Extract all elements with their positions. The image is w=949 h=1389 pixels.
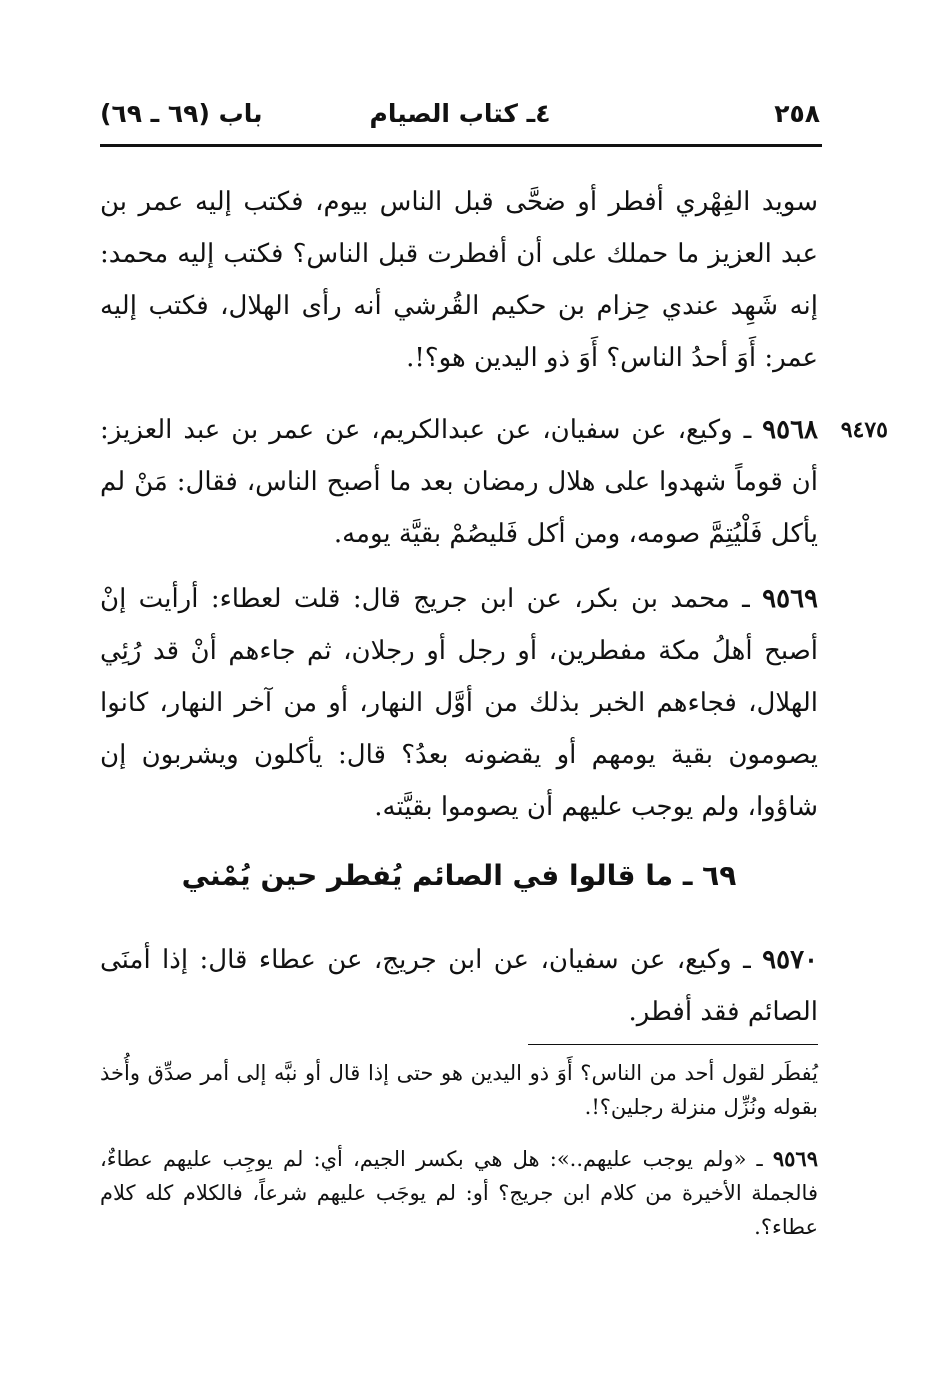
hadith-number: ٩٥٧٠: [762, 945, 818, 975]
footnote-continuation: يُفطَر لقول أحد من الناس؟ أَوَ ذو اليدين هو حتى إذا قال أو نبَّه إلى أمر صدِّق وأُخذ بقوله ونُزِّل منزلة رجلين؟!.: [100, 1061, 818, 1119]
hadith-number: ٩٥٦٨: [762, 415, 818, 445]
side-reference-number: ٩٤٧٥: [840, 417, 888, 443]
section-heading: ٦٩ ـ ما قالوا في الصائم يُفطر حين يُمْني: [181, 859, 737, 892]
footnote-9569: [100, 1142, 818, 1244]
running-header: [100, 92, 820, 136]
chapter-range: باب (٦٩ ـ ٦٩): [100, 99, 263, 128]
hadith-number: ٩٥٦٩: [762, 584, 818, 614]
page-number: ٢٥٨: [774, 99, 820, 128]
footnote-rule: [528, 1044, 818, 1045]
hadith-text: ـ محمد بن بكر، عن ابن جريج قال: قلت لعطاء: أرأيت إنْ أصبح أهلُ مكة مفطرين، أو رجل أو رجلان، ثم جاءهم أنْ قد رُئِي الهلال، فجاءهم الخبر بذلك من أوَّل النهار، أو من آخر النهار، كانوا يصومون بقية يومهم أو يقضونه بعدُ؟ قال: يأكلون ويشربون إن شاؤوا، ولم يوجب عليهم أن يصوموا بقيَّته.: [100, 584, 818, 822]
hadith-text: ـ وكيع، عن سفيان، عن ابن جريج، عن عطاء قال: إذا أمنَى الصائم فقد أفطر.: [100, 945, 818, 1027]
hadith-9568: [100, 404, 818, 560]
paragraph-continuation: [100, 176, 818, 384]
hadith-9569: [100, 573, 818, 833]
hadith-9570: [100, 934, 818, 1038]
book-title: ٤ـ كتاب الصيام: [369, 99, 551, 128]
footnotes: [100, 1056, 818, 1262]
paragraph-text: سويد الفِهْري أفطر أو ضحَّى قبل الناس بيوم، فكتب إليه عمر بن عبد العزيز ما حملك على أن أفطرت قبل الناس؟ فكتب إليه محمد: إنه شَهِد عندي حِزام بن حكيم القُرشي أنه رأى الهلال، فكتب إليه عمر: أَوَ أحدُ الناس؟ أَوَ ذو اليدين هو؟!.: [100, 187, 818, 373]
header-rule: [100, 144, 822, 147]
hadith-text: ـ وكيع، عن سفيان، عن عبدالكريم، عن عمر بن عبد العزيز: أن قوماً شهدوا على هلال رمضان بعد ما أصبح الناس، فقال: مَنْ لم يأكل فَلْيُتِمَّ صومه، ومن أكل فَليصُمْ بقيَّة يومه.: [100, 415, 818, 549]
footnote-number: ٩٥٦٩: [772, 1146, 818, 1171]
footnote-text: ـ «ولم يوجب عليهم..»: هل هي بكسر الجيم، أي: لم يوجِب عليهم عطاءٌ، فالجملة الأخيرة من كلام ابن جريج؟ أو: لم يوجَب عليهم شرعاً، فالكلام كله كلام عطاء؟.: [100, 1147, 818, 1239]
